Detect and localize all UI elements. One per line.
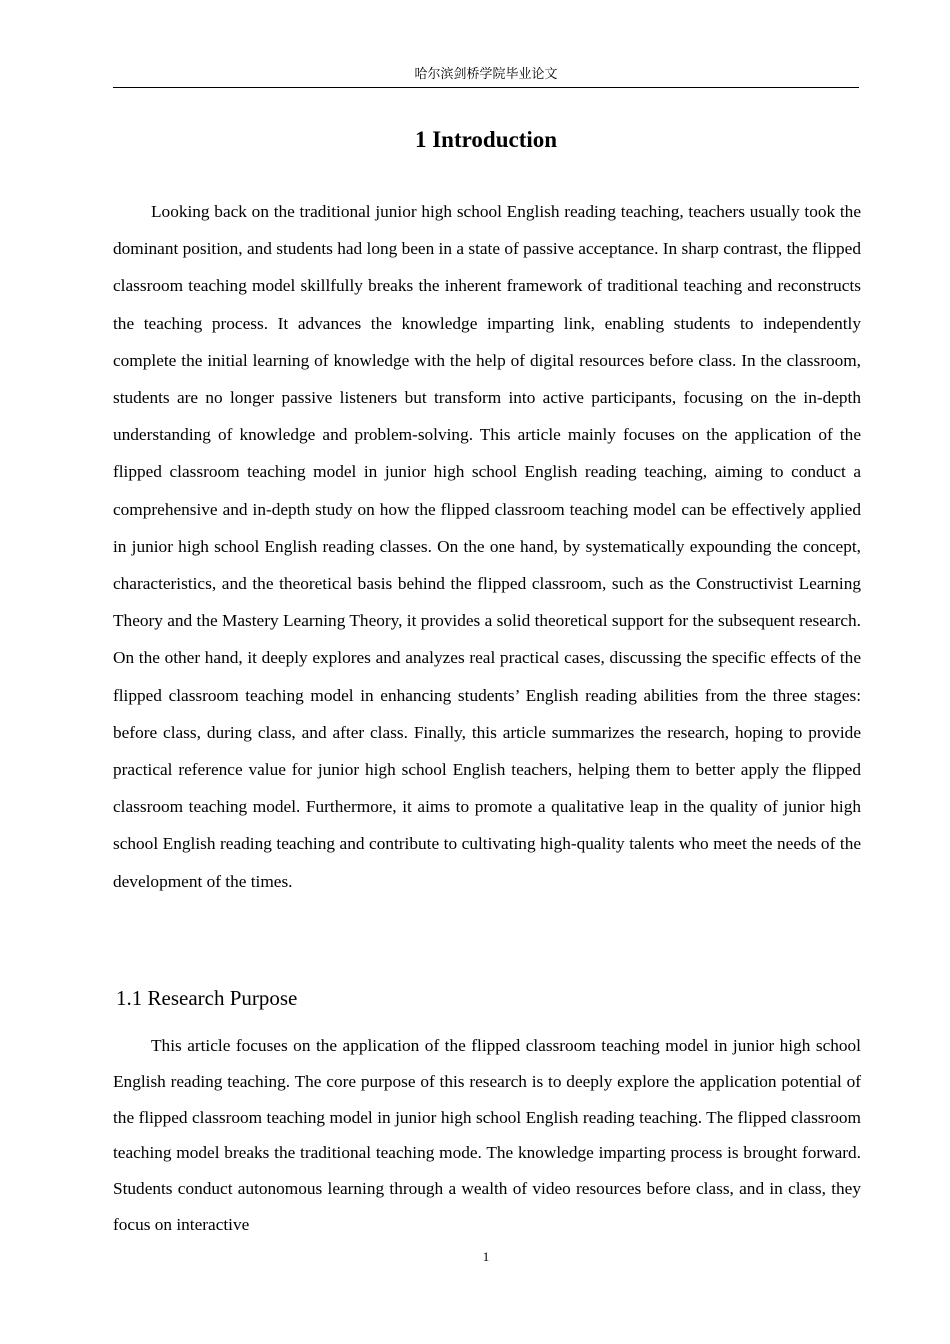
introduction-paragraph: Looking back on the traditional junior high school English reading teaching, teachers usually took the dominant position, and students had long been in a state of passive acceptance. In sharp contrast, the flipped classroom teaching model skillfully breaks the inherent framework of traditional teaching and reconstructs the teaching process. It advances the knowledge imparting link, enabling students to independently complete the initial learning of knowledge with the help of digital resources before class. In the classroom, students are no longer passive listeners but transform into active participants, focusing on the in-depth understanding of knowledge and problem-solving. This article mainly focuses on the application of the flipped classroom teaching model in junior high school English reading teaching, aiming to conduct a comprehensive and in-depth study on how the flipped classroom teaching model can be effectively applied in junior high school English reading classes. On the one hand, by systematically expounding the concept, characteristics, and the theoretical basis behind the flipped classroom, such as the Constructivist Learning Theory and the Mastery Learning Theory, it provides a solid theoretical support for the subsequent research. On the other hand, it deeply explores and analyzes real practical cases, discussing the specific effects of the flipped classroom teaching model in enhancing students’ English reading abilities from the three stages: before class, during class, and after class. Finally, this article summarizes the research, hoping to provide practical reference value for junior high school English teachers, helping them to better apply the flipped classroom teaching model. Furthermore, it aims to promote a qualitative leap in the quality of junior high school English reading teaching and contribute to cultivating high-quality talents who meet the needs of the development of the times.: [113, 202, 861, 891]
page-number: 1: [482, 1249, 490, 1264]
chapter-title: 1 Introduction: [414, 127, 558, 152]
header-rule: [113, 87, 859, 88]
research-purpose-paragraph: This article focuses on the application of the flipped classroom teaching model in junior high school English reading teaching. The core purpose of this research is to deeply explore the application potential of the flipped classroom teaching model in junior high school English reading teaching. The flipped classroom teaching model breaks the traditional teaching mode. The knowledge imparting process is brought forward. Students conduct autonomous learning through a wealth of video resources before class, and in class, they focus on interactive: [113, 1036, 861, 1234]
running-header: 哈尔滨剑桥学院毕业论文: [414, 67, 558, 82]
section-title-research-purpose: 1.1 Research Purpose: [116, 986, 298, 1010]
